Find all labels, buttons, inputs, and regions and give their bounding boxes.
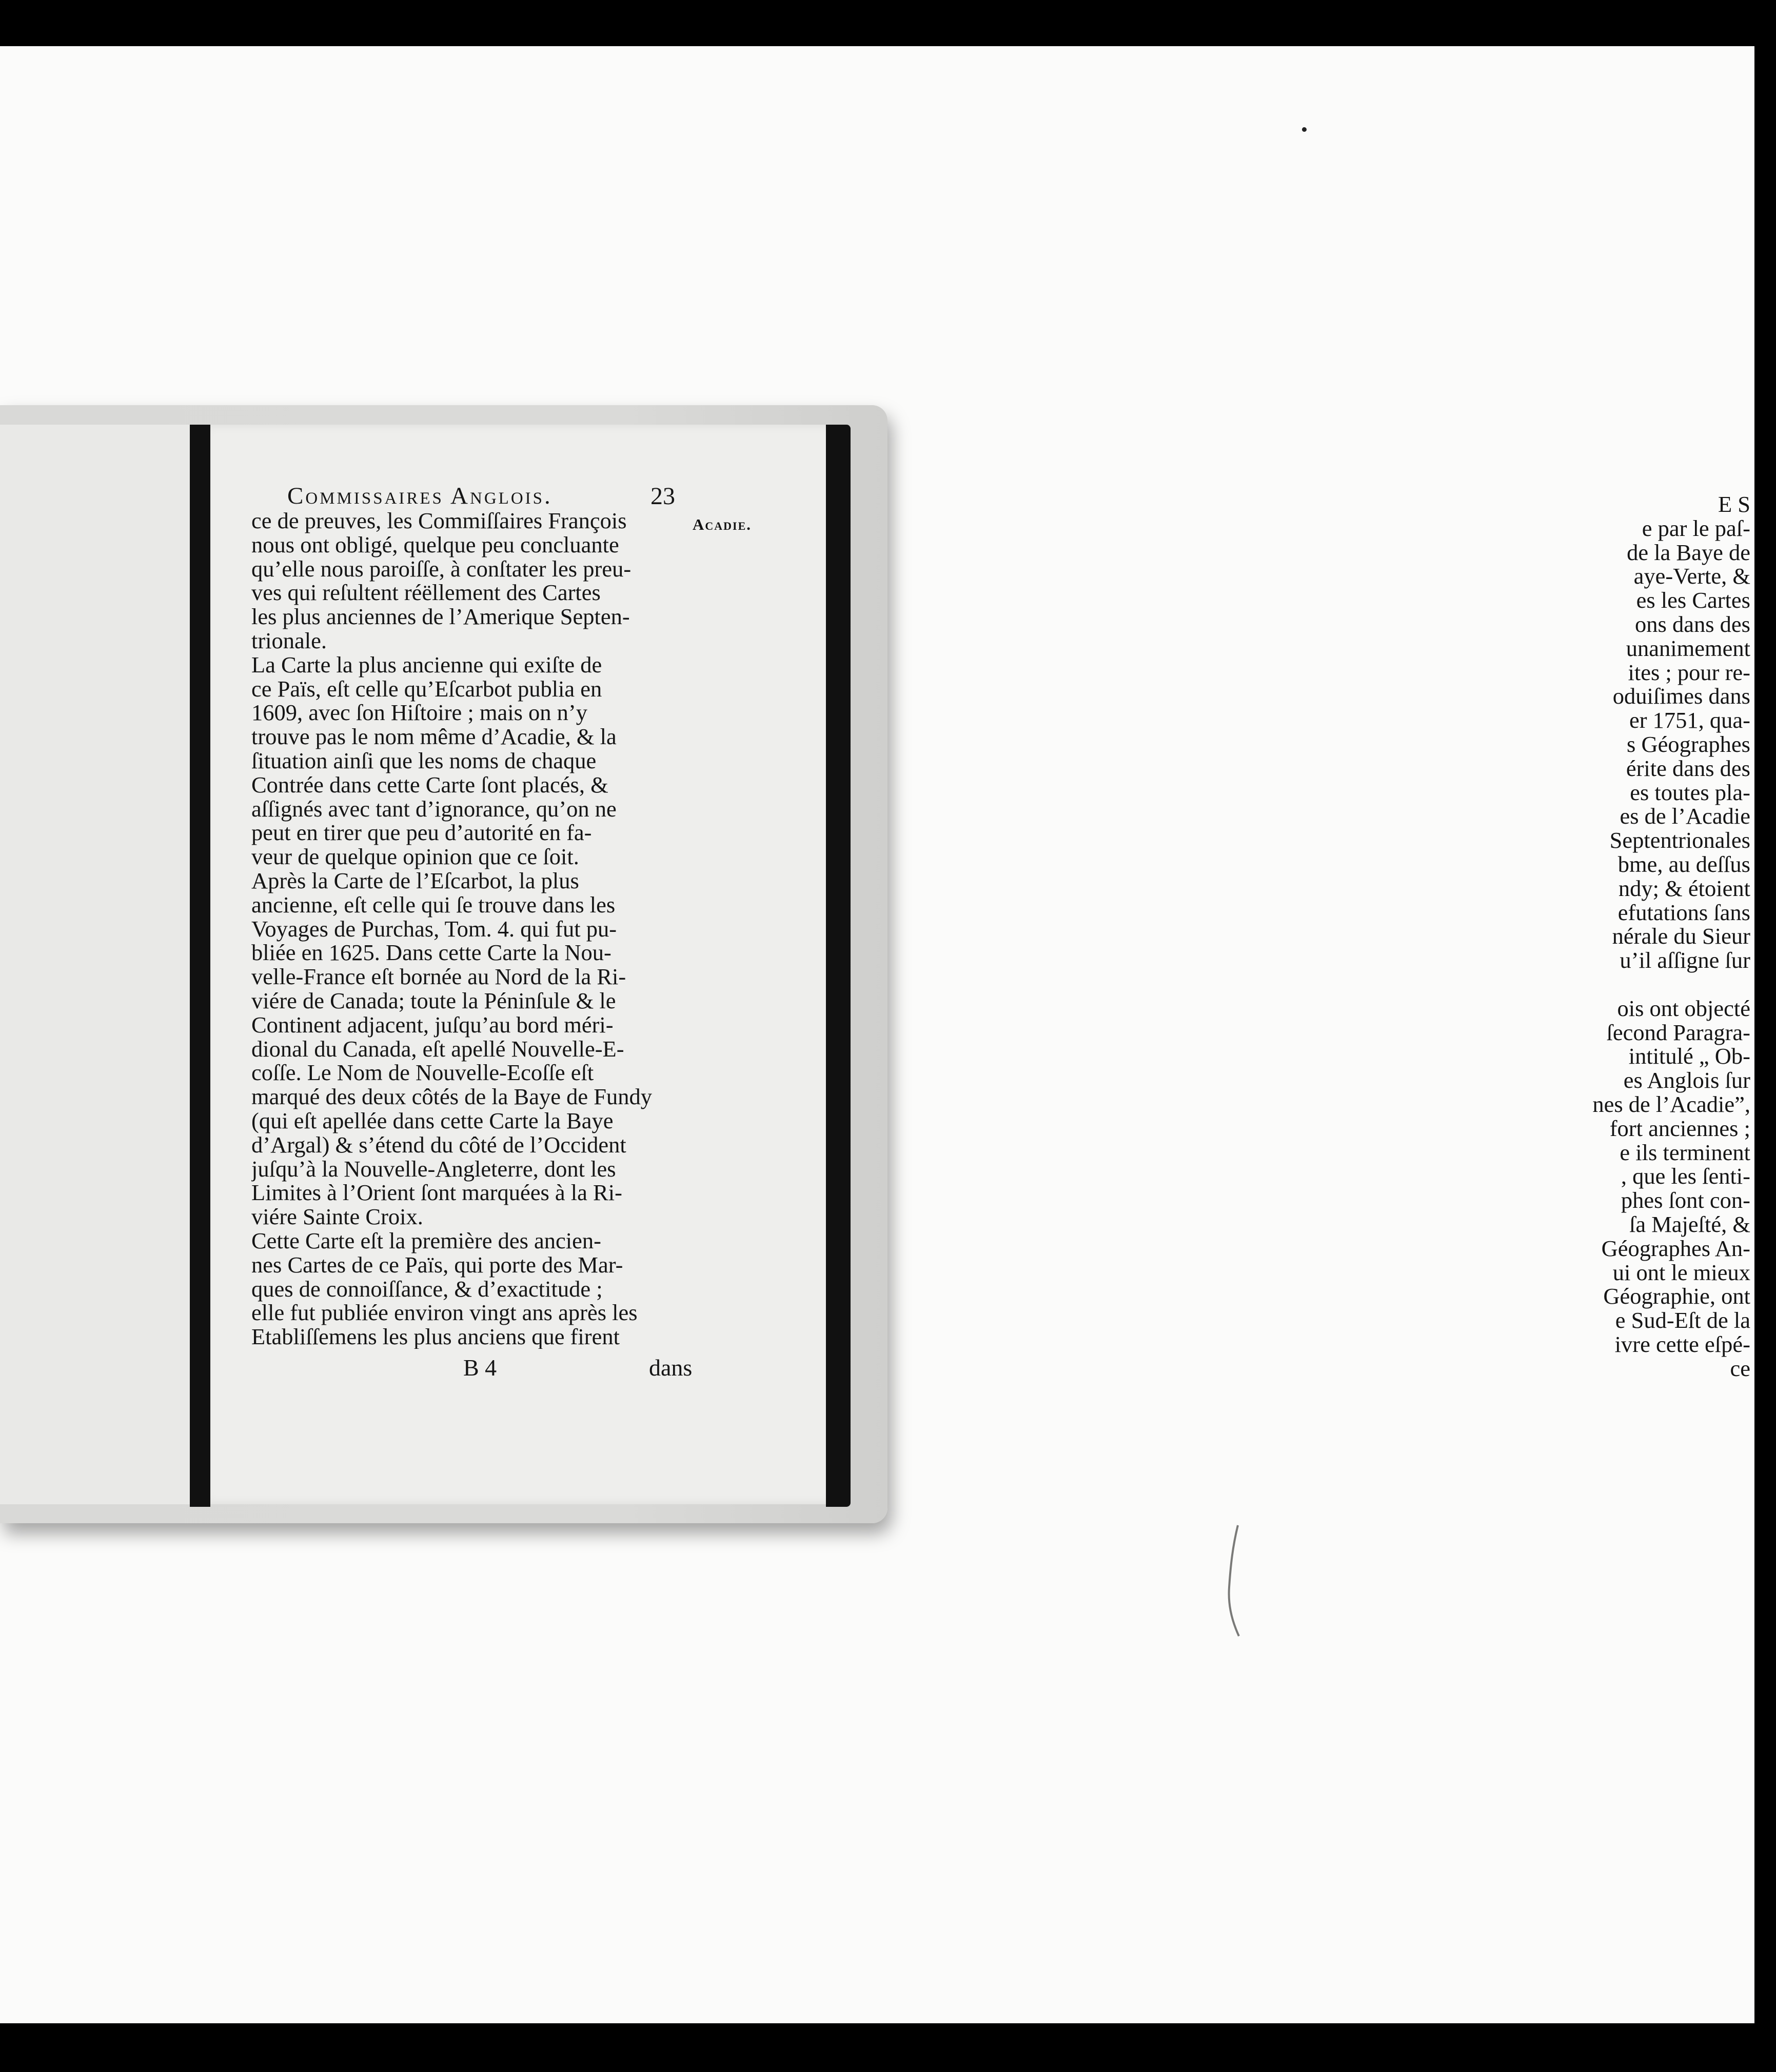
left-line: es Anglois ſur	[1623, 1067, 1750, 1093]
left-line: Septentrionales	[1609, 827, 1750, 853]
left-line: aye-Verte, &	[1633, 563, 1750, 589]
left-line: fort anciennes ;	[1609, 1115, 1750, 1141]
left-line: Géographes An-	[1601, 1235, 1750, 1261]
left-line: ons dans des	[1635, 611, 1750, 637]
signature-mark: B 4	[463, 1354, 497, 1381]
margin-note: Acadie.	[693, 515, 752, 533]
right-line: (qui eſt apellée dans cette Carte la Baye	[251, 1107, 614, 1133]
right-line: Etabliſſemens les plus anciens que firent	[251, 1324, 620, 1349]
right-line: ſituation ainſi que les noms de chaque	[251, 747, 597, 773]
right-line: qu’elle nous paroiſſe, à conſtater les preu-	[251, 555, 632, 582]
right-line: marqué des deux côtés de la Baye de Fundy	[251, 1084, 652, 1110]
right-line: Continent adjacent, juſqu’au bord méri-	[251, 1011, 614, 1038]
right-line: juſqu’à la Nouvelle-Angleterre, dont les	[251, 1155, 616, 1182]
right-line: trouve pas le nom même d’Acadie, & la	[251, 724, 617, 750]
left-line: unanimement	[1626, 635, 1750, 661]
left-line: u’il aſſigne ſur	[1620, 947, 1750, 973]
right-line: dional du Canada, eſt apellé Nouvelle-E-	[251, 1035, 624, 1062]
left-line: nérale du Sieur	[1612, 923, 1750, 949]
right-line: d’Argal) & s’étend du côté de l’Occident	[251, 1131, 626, 1158]
right-line: La Carte la plus ancienne qui exiſte de	[251, 651, 602, 678]
left-line: phes ſont con-	[1621, 1187, 1750, 1213]
right-line: Contrée dans cette Carte ſont placés, &	[251, 771, 608, 798]
left-line: e Sud-Eſt de la	[1615, 1307, 1750, 1333]
left-line: intitulé „ Ob-	[1628, 1043, 1750, 1069]
right-line: Cette Carte eſt la première des ancien-	[251, 1227, 601, 1253]
left-line: bme, au deſſus	[1617, 851, 1750, 877]
right-line: ques de connoiſſance, & d’exactitude ;	[251, 1276, 603, 1302]
right-line: bliée en 1625. Dans cette Carte la Nou-	[251, 940, 611, 966]
left-line: s Géographes	[1627, 731, 1750, 757]
left-line: ites ; pour re-	[1628, 659, 1750, 685]
right-line: trionale.	[251, 627, 327, 653]
right-line: coſſe. Le Nom de Nouvelle-Ecoſſe eſt	[251, 1060, 594, 1086]
left-page	[0, 425, 193, 1504]
left-line: ivre cette eſpé-	[1614, 1331, 1750, 1357]
right-line: ancienne, eſt celle qui ſe trouve dans les	[251, 891, 616, 918]
right-line: ce Païs, eſt celle qu’Eſcarbot publia en	[251, 675, 602, 702]
book-spine	[190, 425, 210, 1507]
right-line: les plus anciennes de l’Amerique Septen-	[251, 604, 630, 630]
left-page-text	[1566, 492, 1750, 1380]
body-text	[251, 509, 687, 1349]
running-head: Commissaires Anglois.	[287, 483, 552, 509]
right-line: 1609, avec ſon Hiſtoire ; mais on n’y	[251, 700, 588, 726]
left-line: ſa Majeſté, &	[1629, 1211, 1750, 1237]
right-line: velle-France eſt bornée au Nord de la Ri-	[251, 964, 626, 990]
page-number: 23	[650, 483, 675, 510]
left-line: ce	[1730, 1355, 1750, 1381]
left-line: er 1751, qua-	[1629, 707, 1750, 733]
right-line: ves qui reſultent réëllement des Cartes	[251, 580, 601, 606]
right-line: viére de Canada; toute la Péninſule & le	[251, 987, 616, 1013]
left-line: de la Baye de	[1627, 539, 1750, 565]
left-line: érite dans des	[1626, 755, 1750, 781]
left-line: e ils terminent	[1620, 1139, 1750, 1165]
left-line: ois ont objecté	[1617, 995, 1750, 1021]
left-line: es de l’Acadie	[1620, 803, 1750, 829]
left-line: nes de l’Acadie”,	[1592, 1091, 1750, 1117]
right-line: Après la Carte de l’Eſcarbot, la plus	[251, 867, 579, 893]
right-line: ce de preuves, les Commiſſaires François	[251, 509, 627, 533]
right-line: peut en tirer que peu d’autorité en fa-	[251, 820, 592, 846]
page-edge	[826, 425, 851, 1507]
left-line: Géographie, ont	[1603, 1283, 1750, 1309]
right-line: Limites à l’Orient ſont marquées à la Ri-	[251, 1180, 622, 1206]
left-line: es les Cartes	[1636, 587, 1750, 613]
right-line: nous ont obligé, quelque peu concluante	[251, 531, 619, 557]
left-line: E S	[1718, 492, 1750, 517]
right-line: aſſignés avec tant d’ignorance, qu’on ne	[251, 795, 617, 822]
dust-speck	[1302, 127, 1307, 132]
left-line: efutations ſans	[1617, 899, 1750, 925]
right-line: viére Sainte Croix.	[251, 1204, 423, 1230]
left-line	[1566, 972, 1750, 997]
catchword: dans	[649, 1354, 693, 1381]
left-line: , que les ſenti-	[1621, 1163, 1750, 1189]
left-line: ndy; & étoient	[1618, 875, 1750, 901]
left-line: ſecond Paragra-	[1606, 1019, 1750, 1045]
right-line: veur de quelque opinion que ce ſoit.	[251, 844, 579, 870]
right-line: Voyages de Purchas, Tom. 4. qui fut pu-	[251, 915, 617, 942]
left-line: oduiſimes dans	[1612, 683, 1750, 709]
left-line: ui ont le mieux	[1612, 1259, 1750, 1285]
film-scratch	[1224, 1523, 1241, 1639]
right-line: elle fut publiée environ vingt ans après les	[251, 1300, 638, 1326]
left-line: es toutes pla-	[1630, 779, 1750, 805]
left-line: e par le paſ-	[1642, 515, 1750, 541]
right-line: nes Cartes de ce Païs, qui porte des Mar-	[251, 1251, 623, 1278]
